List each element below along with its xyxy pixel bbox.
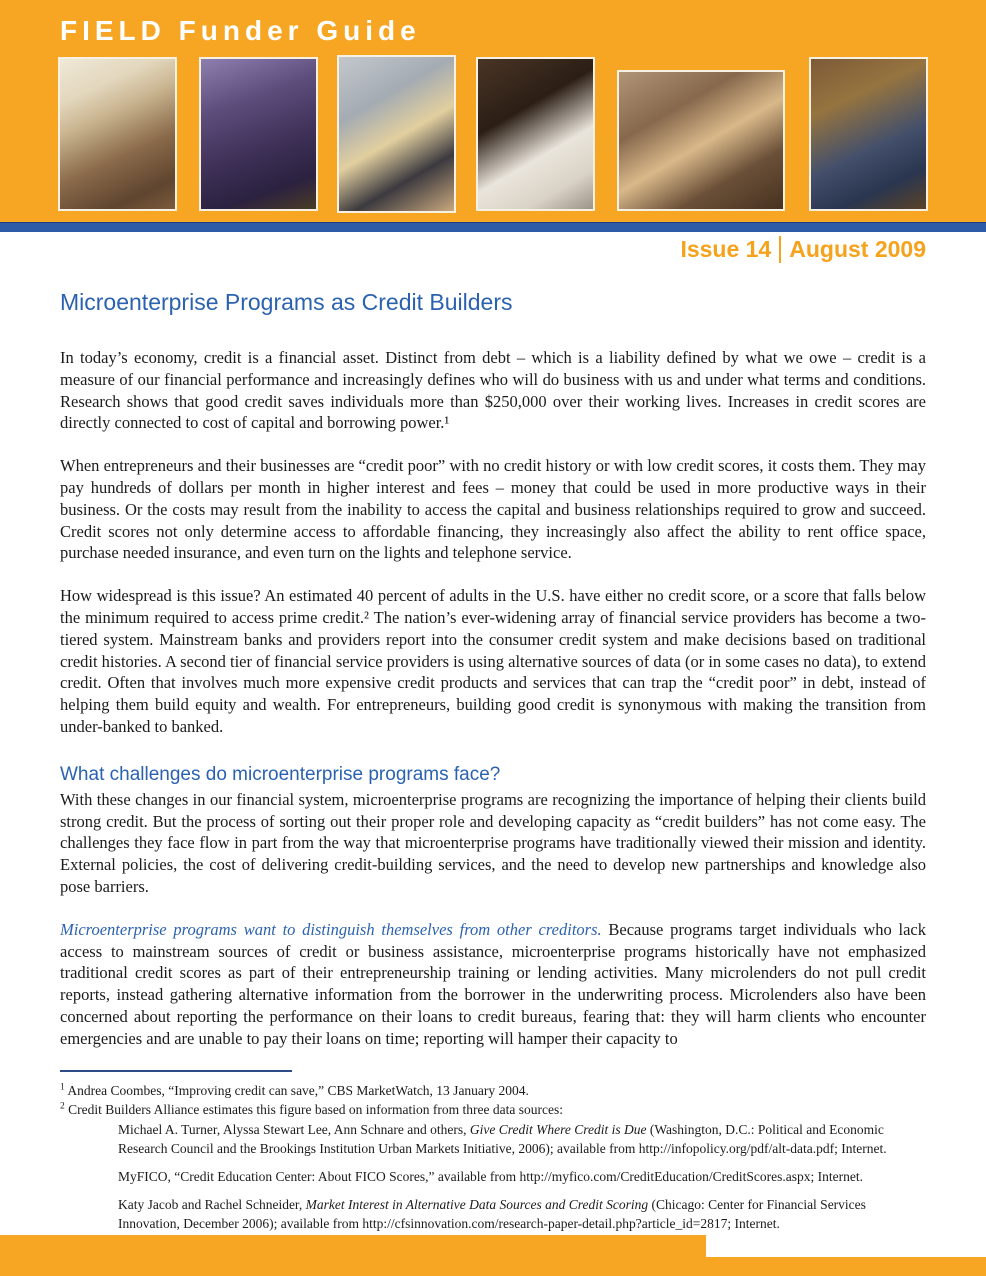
masthead bbox=[0, 0, 986, 222]
footer-bar-left bbox=[0, 1235, 706, 1276]
footnote-1-text: Andrea Coombes, “Improving credit can save,” CBS MarketWatch, 13 January 2004. bbox=[64, 1083, 529, 1098]
source-text: (Chicago: Center for Financial Services Innovation, December 2006); available from http://cfsinnovation.com/research-paper-detail.php?article_id=2817; Internet. bbox=[118, 1197, 866, 1231]
source-title-italic: Give Credit Where Credit is Due bbox=[469, 1122, 647, 1137]
body-paragraph: With these changes in our financial system, microenterprise programs are recognizing the importance of helping their clients build strong credit. But the process of sorting out their proper role and developing capacity as “credit builders” has not come easy. The challenges they face flow in part from the way that microenterprise programs have traditionally viewed their mission and identity. External policies, the cost of delivering credit-building services, and the need to develop new partnerships and knowledge also pose barriers. bbox=[60, 789, 926, 896]
lead-in-italic: Microenterprise programs want to distinguish themselves from other creditors. bbox=[60, 919, 602, 939]
issue-line bbox=[680, 236, 926, 263]
photo-craft-woman bbox=[199, 57, 318, 211]
footnote-2-text: Credit Builders Alliance estimates this figure based on information from three data sources: bbox=[64, 1102, 563, 1117]
source-text: Michael A. Turner, Alyssa Stewart Lee, Ann Schnare and others, bbox=[118, 1122, 470, 1137]
footer-bar-right bbox=[706, 1257, 986, 1276]
footnote-2 bbox=[60, 1100, 926, 1119]
footnote-source-myfico bbox=[118, 1167, 926, 1186]
body-paragraph: When entrepreneurs and their businesses are “credit poor” with no credit history or with low credit scores, it costs them. They may pay hundreds of dollars per month in higher interest and fees – money that could be used in more productive ways in their business. Or the costs may result from the inability to access the capital and business relationships required to grow and succeed. Credit scores not only determine access to affordable financing, they increasingly also affect the ability to rent office space, purchase needed insurance, and even turn on the lights and telephone service. bbox=[60, 456, 926, 563]
body-paragraph: In today’s economy, credit is a financial asset. Distinct from debt – which is a liability defined by what we owe – credit is a measure of our financial performance and increasingly defines who will do business with us and under what terms and conditions. Research shows that good credit saves individuals more than $250,000 over their working lives. Increases in credit scores are directly connected to cost of capital and borrowing power.¹ bbox=[60, 348, 926, 433]
photo-bookstore-woman bbox=[809, 57, 928, 211]
newsletter-title: FIELD Funder Guide bbox=[60, 15, 421, 46]
body-paragraph: How widespread is this issue? An estimated 40 percent of adults in the U.S. have either no credit score, or a score that falls below the minimum required to access prime credit.² The nation’s ever-widening array of financial service providers has become a two-tiered system. Mainstream banks and providers report into the consumer credit system and make decisions based on traditional credit histories. A second tier of financial service providers is using alternative sources of data (or in some cases no data), to extend credit. Often that involves much more expensive credit products and services that can trap the “credit poor” in debt, instead of helping them build equity and wealth. For entrepreneurs, building good credit is synonymous with making the transition from under-banked to banked. bbox=[60, 586, 926, 736]
footnote-source-turner bbox=[118, 1120, 926, 1158]
footnote-2-marker: 2 bbox=[60, 1101, 65, 1112]
issue-date: August 2009 bbox=[789, 236, 926, 262]
footnote-source-jacob bbox=[118, 1195, 926, 1233]
source-text: Katy Jacob and Rachel Schneider, bbox=[118, 1197, 306, 1212]
photo-workshop-man bbox=[58, 57, 177, 211]
article-title: Microenterprise Programs as Credit Builders bbox=[60, 289, 513, 315]
article bbox=[60, 289, 926, 1071]
body-paragraph-lead bbox=[60, 919, 926, 1050]
footnote-divider bbox=[60, 1070, 292, 1072]
issue-date-separator bbox=[779, 236, 781, 263]
footnote-1 bbox=[60, 1081, 926, 1100]
footnotes bbox=[60, 1070, 926, 1233]
footnote-1-marker: 1 bbox=[60, 1082, 65, 1093]
source-text: MyFICO, “Credit Education Center: About FICO Scores,” available from http://myfico.com/CreditEducation/CreditScores.aspx; Internet. bbox=[118, 1169, 863, 1184]
header-divider-bar bbox=[0, 222, 986, 232]
source-text: (Washington, D.C.: Political and Economic Research Council and the Brookings Institution Urban Markets Initiative, 2006); available from http://infopolicy.org/pdf/alt-data.pdf; Internet. bbox=[118, 1122, 887, 1156]
source-title-italic: Market Interest in Alternative Data Sources and Credit Scoring bbox=[305, 1197, 649, 1212]
lead-rest-text: Because programs target individuals who lack access to mainstream sources of credit or business assistance, microenterprise programs historically have not emphasized traditional credit scores as part of their entrepreneurship training or lending activities. Many microlenders do not pull credit reports, instead gathering alternative information from the borrower in the underwriting process. Microlenders also have been concerned about reporting the performance on their loans to credit bureaus, fearing that: they will harm clients who encounter emergencies and are unable to pay their loans on time; reporting will hamper their capacity to bbox=[60, 919, 927, 1048]
section-heading-challenges: What challenges do microenterprise programs face? bbox=[60, 763, 501, 785]
photo-store-couple bbox=[617, 70, 785, 211]
photo-chef-woman bbox=[476, 57, 595, 211]
issue-number: Issue 14 bbox=[680, 236, 772, 262]
photo-parts-shelves-woman bbox=[337, 55, 456, 213]
footnote-2-sources bbox=[118, 1120, 926, 1233]
